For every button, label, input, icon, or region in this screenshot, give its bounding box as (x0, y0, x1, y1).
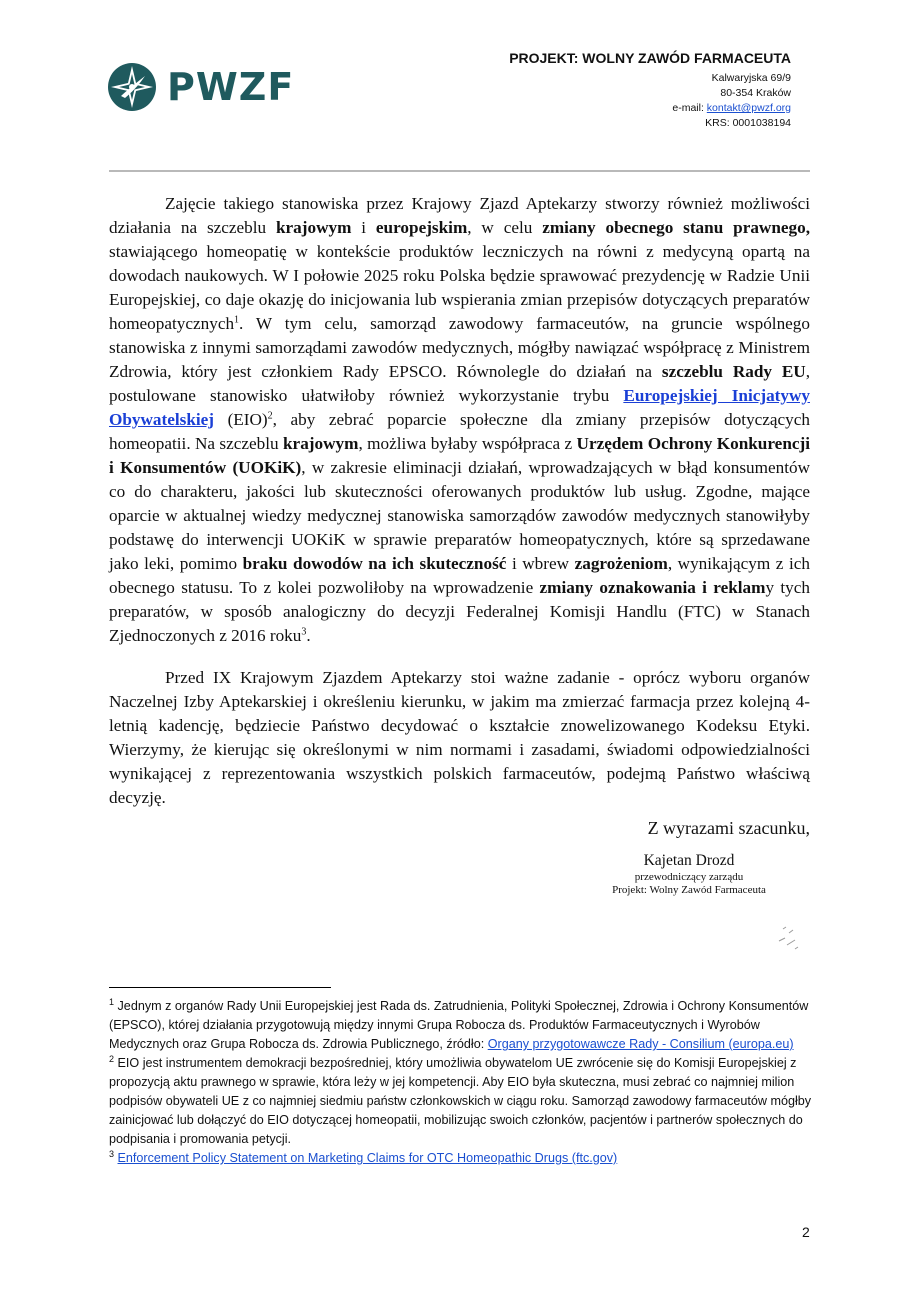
bold-run: zagrożeniom (574, 554, 668, 573)
footnote-ref-3[interactable]: 3 (301, 626, 307, 638)
footnote-text: Jednym z organów Rady Unii Europejskiej jest Rada ds. Zatrudnienia, Polityki Społecznej, Zdrowia i Ochrony Konsumentów (EPSCO), której działania przygotowują między innymi Grupa Robocza ds. Produktów Farmaceutycznych i Wyrobów Medycznych oraz Grupa Robocza ds. Zdrowia Publicznego, źródło: (109, 999, 809, 1051)
compass-star-bird-icon (107, 62, 157, 112)
address-line-2: 80-354 Kraków (720, 87, 791, 99)
text-run: i wbrew (506, 554, 575, 573)
footnote-mark: 3 (109, 1148, 115, 1159)
paragraph-2: Przed IX Krajowym Zjazdem Aptekarzy stoi ważne zadanie - oprócz wyboru organów Naczelnej Izby Aptekarskiej i określeniu kierunku, w jakim ma zmierzać farmacja przez kolejną 4-letnią kadencję, będziecie Państwo decydować o kształcie znowelizowanego Kodeksu Etyki. Wierzymy, że kierując się określonymi w nim normami i zasadami, świadomi odpowiedzialności wynikającej z reprezentowania wszystkich polskich farmaceutów, podejmą Państwo właściwą decyzję. (109, 668, 810, 807)
footnote-mark: 1 (109, 996, 115, 1007)
eio-link[interactable]: Europejskiej Inicjatywy Obywatelskiej (109, 386, 810, 429)
bold-run: zmiany oznakowania i reklam (539, 578, 766, 597)
email-line (509, 101, 791, 116)
signature-block (560, 850, 818, 897)
bold-run: zmiany obecnego stanu prawnego, (542, 218, 810, 237)
footnote-mark: 2 (109, 1053, 115, 1064)
email-label: e-mail: (672, 102, 707, 114)
bold-run: krajowym (283, 434, 359, 453)
bold-run: krajowym (275, 218, 352, 237)
closing-salutation: Z wyrazami szacunku, (647, 818, 810, 838)
signatory-name: Kajetan Drozd (643, 852, 735, 869)
text-run: y tych preparatów, w sposób analogiczny do decyzji Federalnej Komisji Handlu (FTC) w Stanach Zjednoczonych z 2016 roku (109, 578, 810, 645)
text-run: Zajęcie takiego stanowiska przez Krajowy Zjazd Aptekarzy stworzy również możliwości działania na szczeblu (109, 194, 810, 237)
footnote-divider (109, 987, 331, 988)
signature-mark (775, 925, 805, 951)
page-number: 2 (802, 1224, 810, 1240)
footnote-2 (109, 1054, 821, 1149)
text-run: , aby zebrać poparcie społeczne dla zmiany przepisów dotyczących homeopatii. Na szczeblu (109, 410, 811, 453)
text-run: stawiającego homeopatię w kontekście produktów leczniczych na równi z medycyną opartą na dowodach naukowych. W I połowie 2025 roku Polska będzie sprawować prezydencję w Radzie Unii Europejskiej, co daje okazję do inicjowania lub wspierania zmian przepisów dotyczących preparatów homeopatycznych (109, 242, 810, 333)
paragraph-1 (109, 192, 810, 648)
text-run: , postulowane stanowisko ułatwiłoby również wykorzystanie trybu (109, 362, 810, 405)
signatory-role: przewodniczący zarządu (634, 871, 744, 883)
bold-run: szczeblu Rady EU (661, 362, 806, 381)
text-run: . W tym celu, samorząd zawodowy farmaceutów, na gruncie wspólnego stanowiska z innymi samorządami zawodów medycznych, mógłby nawiązać współpracę z Ministrem Zdrowia, który jest członkiem Rady EPSCO. Równolegle do działań na (109, 314, 810, 381)
footnote-text: EIO jest instrumentem demokracji bezpośredniej, który umożliwia obywatelom UE zwrócenie się do Komisji Europejskiej z propozycją aktu prawnego w sprawie, która leży w jej kompetencji. Aby EIO była skuteczna, musi zebrać co najmniej milion podpisów obywateli UE z co najmniej siedmiu państw członkowskich w ciągu roku. Samorząd zawodowy farmaceutów mógłby zainicjować lub dołączyć do EIO dotyczącej homeopatii, mobilizując swoich członków, pacjentów i partnerów społecznych do podpisania i promowania petycji. (109, 1056, 812, 1146)
footnote-1 (109, 997, 821, 1054)
text-run: , w celu (467, 218, 543, 237)
bold-run: braku dowodów na ich skuteczność (242, 554, 507, 573)
text-run: . (306, 626, 311, 645)
text-run: , w zakresie eliminacji działań, wprowadzających w błąd konsumentów co do charakteru, jakości lub skuteczności oferowanych produktów lub usług. Zgodne, mające oparcie w aktualnej wiedzy medycznej stanowiska samorządów zawodów medycznych stanowiłyby podstawę do interwencji UOKiK w sprawie preparatów homeopatycznych, które są sprzedawane jako leki, pomimo (109, 458, 810, 573)
org-name: PROJEKT: WOLNY ZAWÓD FARMACEUTA (509, 50, 791, 66)
bold-run: europejskim (375, 218, 468, 237)
footnote-3 (109, 1149, 821, 1168)
text-run: , wynikającym z ich obecnego statusu. To z kolei pozwoliłoby na wprowadzenie (109, 554, 810, 597)
signatory-org: Projekt: Wolny Zawód Farmaceuta (612, 884, 766, 896)
logo-text: PWZF (167, 65, 295, 109)
text-run: i (351, 218, 376, 237)
ftc-link[interactable]: Enforcement Policy Statement on Marketing Claims for OTC Homeopathic Drugs (ftc.gov) (117, 1151, 618, 1165)
email-link[interactable]: kontakt@pwzf.org (706, 102, 791, 114)
footnote-ref-2[interactable]: 2 (267, 410, 273, 422)
footnote-ref-1[interactable]: 1 (234, 314, 240, 326)
letter-body (109, 192, 810, 810)
bold-run: Urzędem Ochrony Konkurencji i Konsumentów (UOKiK) (109, 434, 810, 477)
header-divider (109, 170, 810, 172)
krs-number: KRS: 0001038194 (705, 117, 791, 129)
address-line-1: Kalwaryjska 69/9 (711, 72, 791, 84)
footnotes (109, 997, 821, 1168)
consilium-link[interactable]: Organy przygotowawcze Rady - Consilium (europa.eu) (487, 1037, 794, 1051)
text-run: , możliwa byłaby współpraca z (358, 434, 577, 453)
pwzf-logo (107, 62, 307, 112)
text-run: (EIO) (214, 410, 268, 429)
organization-header (509, 49, 791, 131)
